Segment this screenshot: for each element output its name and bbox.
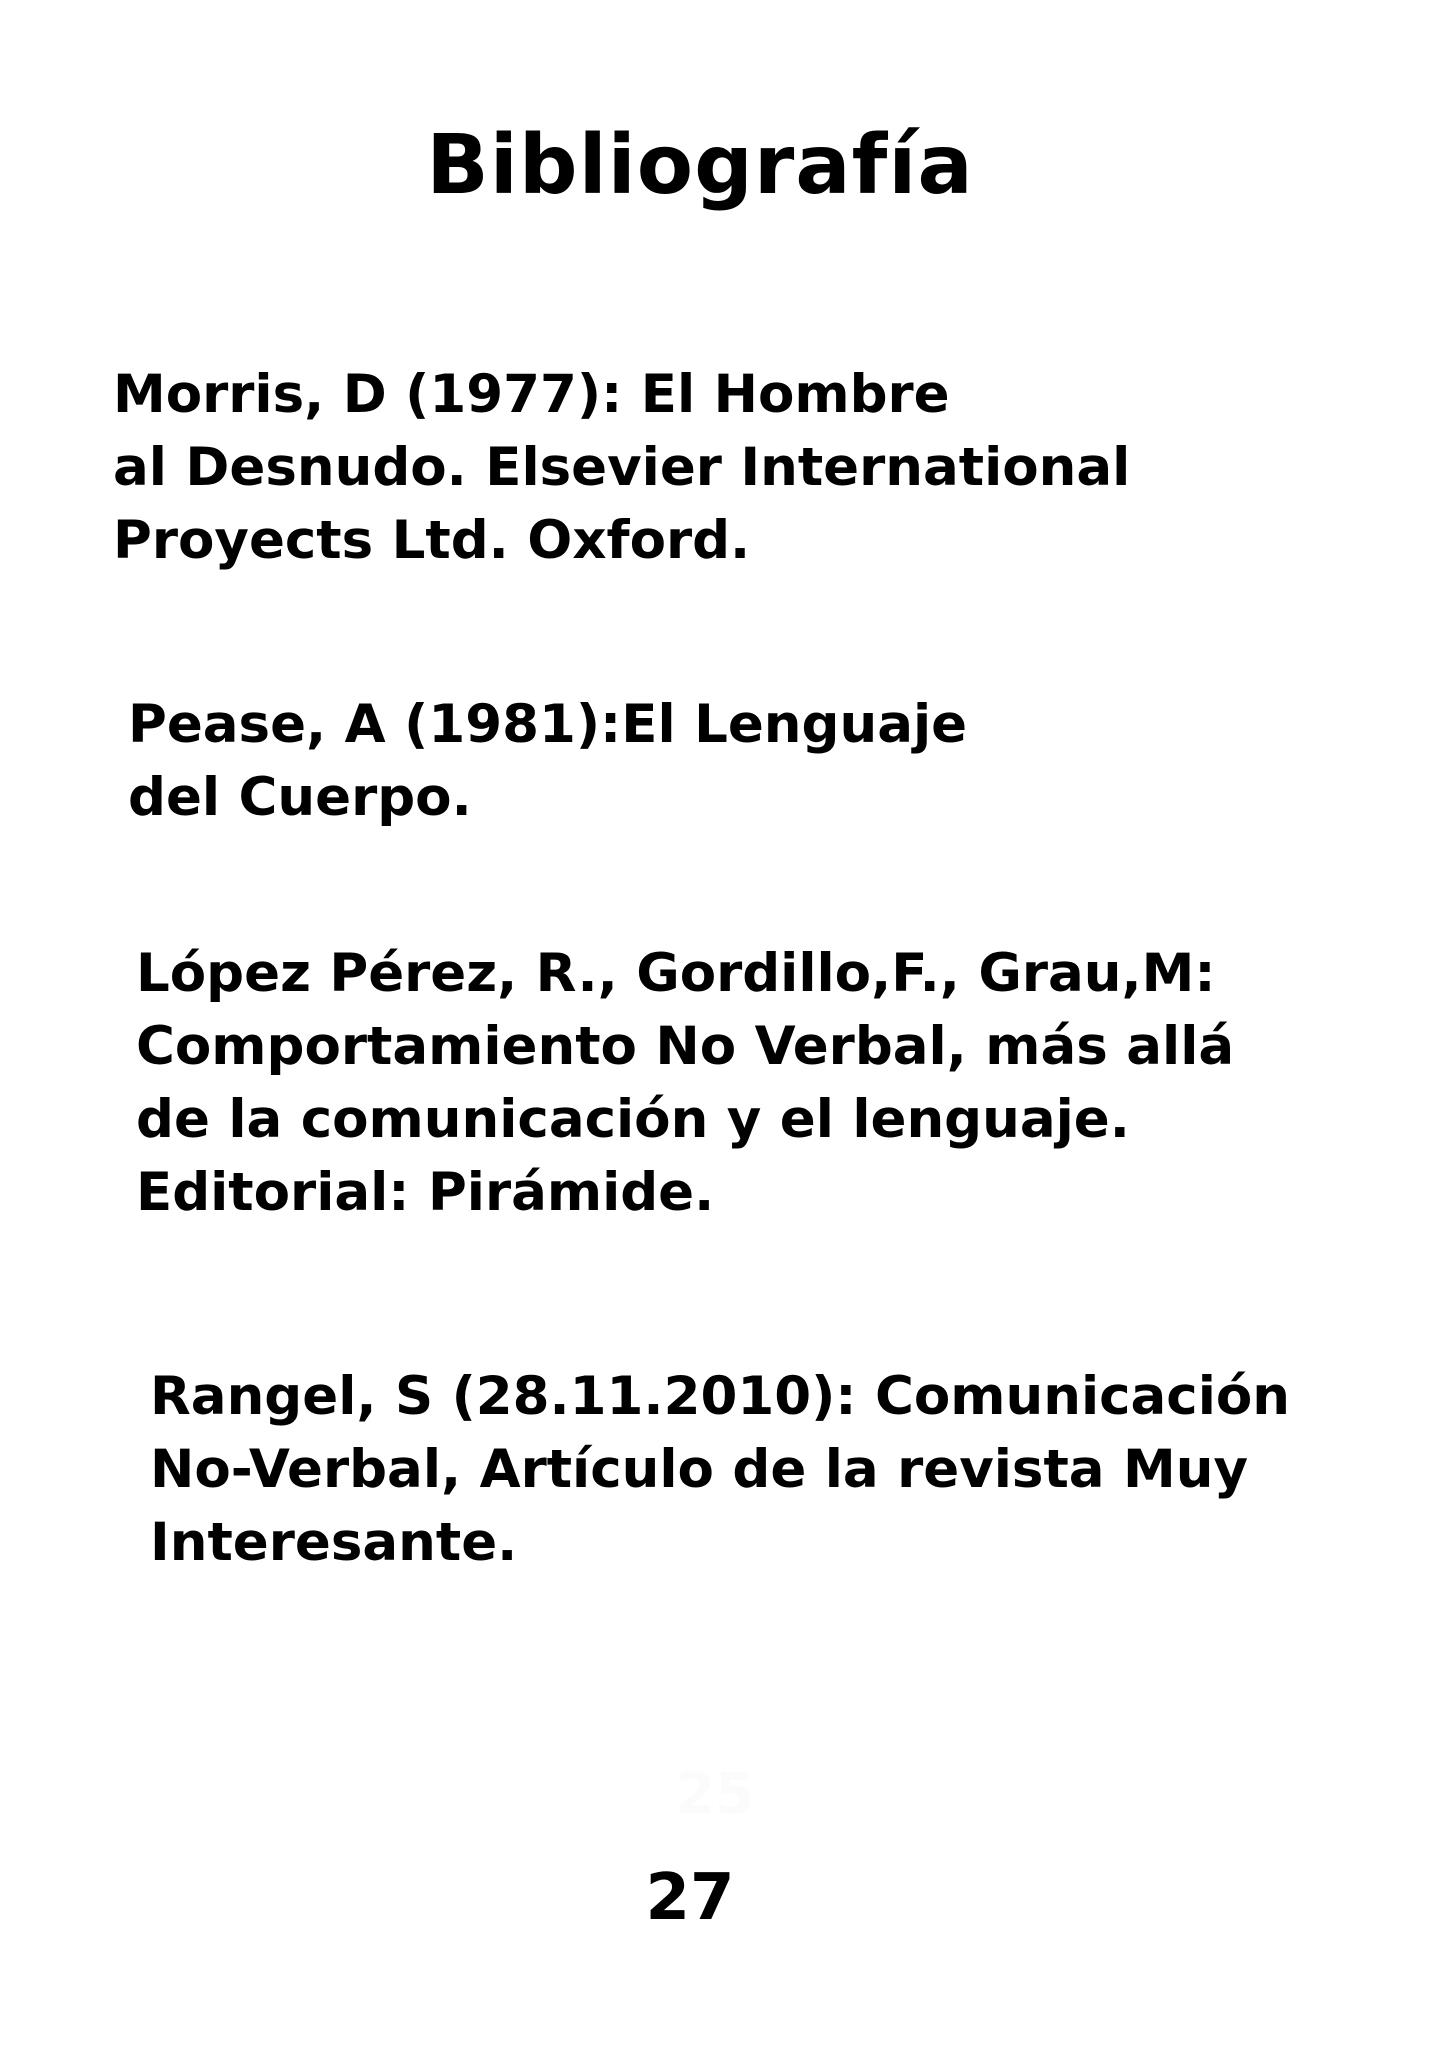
bibliography-entry-morris [113, 358, 1130, 577]
entry-line: Morris, D (1977): El Hombre [113, 364, 950, 425]
entry-line: López Pérez, R., Gordillo,F., Grau,M: [136, 943, 1216, 1004]
faded-page-number: 25 [676, 1762, 754, 1827]
entry-line: del Cuerpo. [128, 767, 472, 828]
bibliography-entry-pease [128, 688, 967, 834]
entry-line: de la comunicación y el lenguaje. [136, 1089, 1130, 1150]
bibliography-entry-lopez-perez [136, 937, 1234, 1229]
entry-line: No-Verbal, Artículo de la revista Muy [150, 1439, 1249, 1500]
entry-line: al Desnudo. Elsevier International [113, 437, 1131, 498]
entry-line: Comportamiento No Verbal, más allá [136, 1016, 1235, 1077]
page-title: Bibliografía [426, 118, 974, 213]
entry-line: Interesante. [150, 1512, 518, 1573]
entry-line: Editorial: Pirámide. [136, 1162, 715, 1223]
entry-line: Rangel, S (28.11.2010): Comunicación [150, 1366, 1291, 1427]
bibliography-entry-rangel [150, 1360, 1290, 1579]
entry-line: Proyects Ltd. Oxford. [113, 510, 751, 571]
entry-line: Pease, A (1981):El Lenguaje [128, 694, 968, 755]
page-number: 27 [645, 1861, 735, 1935]
